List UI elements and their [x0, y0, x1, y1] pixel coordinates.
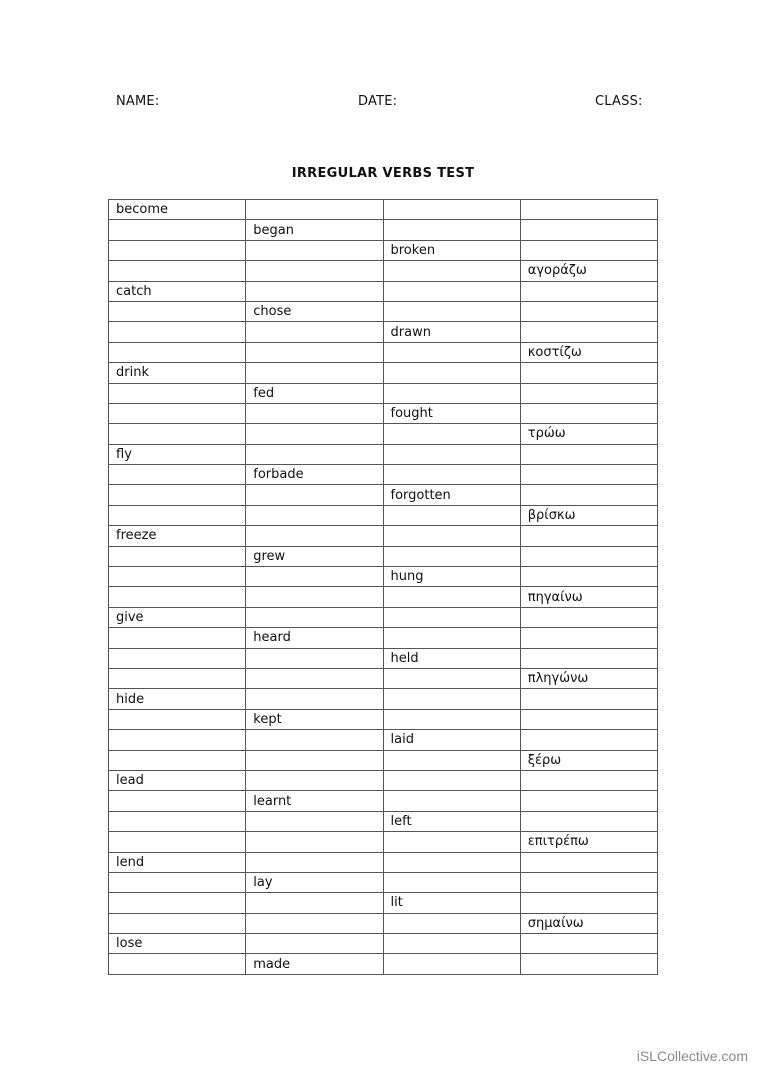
table-cell: [383, 301, 520, 321]
table-row: [109, 628, 658, 648]
table-cell: [109, 505, 246, 525]
table-cell: learnt: [246, 791, 383, 811]
table-cell: [246, 505, 383, 525]
table-cell: [109, 301, 246, 321]
table-cell: [246, 424, 383, 444]
table-cell: [383, 281, 520, 301]
table-row: [109, 383, 658, 403]
table-cell: [520, 628, 657, 648]
table-row: [109, 322, 658, 342]
table-row: [109, 770, 658, 790]
table-row: [109, 465, 658, 485]
table-cell: [109, 893, 246, 913]
table-cell: [246, 342, 383, 362]
table-cell: [520, 567, 657, 587]
table-cell: [520, 281, 657, 301]
table-cell: left: [383, 811, 520, 831]
table-cell: grew: [246, 546, 383, 566]
table-cell: [383, 200, 520, 220]
table-cell: [520, 200, 657, 220]
table-cell: [520, 811, 657, 831]
table-row: [109, 485, 658, 505]
table-cell: [109, 872, 246, 892]
table-cell: [246, 607, 383, 627]
table-cell: [109, 546, 246, 566]
table-cell: πηγαίνω: [520, 587, 657, 607]
table-cell: [109, 750, 246, 770]
date-label: DATE:: [358, 94, 398, 109]
table-cell: [520, 322, 657, 342]
table-row: [109, 363, 658, 383]
table-cell: [109, 811, 246, 831]
table-cell: [246, 852, 383, 872]
table-cell: [246, 567, 383, 587]
table-cell: [383, 342, 520, 362]
table-cell: hide: [109, 689, 246, 709]
table-row: [109, 200, 658, 220]
table-cell: [109, 322, 246, 342]
table-cell: [383, 444, 520, 464]
table-cell: [383, 913, 520, 933]
table-row: [109, 526, 658, 546]
table-row: [109, 567, 658, 587]
table-cell: lose: [109, 934, 246, 954]
table-cell: [520, 301, 657, 321]
table-cell: [109, 342, 246, 362]
table-cell: [246, 240, 383, 260]
table-cell: [246, 485, 383, 505]
table-cell: lead: [109, 770, 246, 790]
table-cell: [520, 363, 657, 383]
table-cell: [383, 220, 520, 240]
table-row: [109, 424, 658, 444]
table-cell: [383, 505, 520, 525]
table-cell: [520, 485, 657, 505]
table-cell: chose: [246, 301, 383, 321]
table-row: [109, 342, 658, 362]
table-cell: [520, 220, 657, 240]
table-cell: [383, 770, 520, 790]
table-row: [109, 954, 658, 974]
table-cell: [246, 689, 383, 709]
table-cell: [383, 628, 520, 648]
table-row: [109, 648, 658, 668]
table-cell: [520, 934, 657, 954]
table-cell: [520, 770, 657, 790]
table-row: [109, 403, 658, 423]
table-row: [109, 668, 658, 688]
table-cell: forgotten: [383, 485, 520, 505]
table-cell: [246, 261, 383, 281]
table-row: [109, 872, 658, 892]
table-row: [109, 750, 658, 770]
table-cell: [520, 791, 657, 811]
table-row: [109, 261, 658, 281]
table-cell: ξέρω: [520, 750, 657, 770]
table-cell: [383, 526, 520, 546]
table-cell: [520, 689, 657, 709]
table-row: [109, 546, 658, 566]
table-cell: lend: [109, 852, 246, 872]
table-cell: broken: [383, 240, 520, 260]
table-cell: [520, 852, 657, 872]
table-cell: [109, 954, 246, 974]
table-cell: [109, 465, 246, 485]
table-cell: kept: [246, 709, 383, 729]
table-cell: [246, 648, 383, 668]
table-cell: [383, 832, 520, 852]
table-row: [109, 913, 658, 933]
table-cell: [383, 587, 520, 607]
table-cell: [520, 893, 657, 913]
table-cell: give: [109, 607, 246, 627]
table-row: [109, 689, 658, 709]
table-row: [109, 281, 658, 301]
table-cell: held: [383, 648, 520, 668]
table-cell: [246, 281, 383, 301]
table-cell: [246, 668, 383, 688]
table-cell: [520, 403, 657, 423]
table-cell: [383, 261, 520, 281]
table-row: [109, 893, 658, 913]
table-cell: fought: [383, 403, 520, 423]
table-cell: [109, 424, 246, 444]
table-cell: began: [246, 220, 383, 240]
table-cell: forbade: [246, 465, 383, 485]
table-cell: drawn: [383, 322, 520, 342]
table-cell: [520, 607, 657, 627]
table-cell: [520, 444, 657, 464]
table-cell: [246, 322, 383, 342]
table-cell: [520, 709, 657, 729]
table-cell: [246, 403, 383, 423]
table-cell: [109, 587, 246, 607]
table-cell: [520, 383, 657, 403]
table-cell: [383, 607, 520, 627]
table-cell: [246, 730, 383, 750]
table-cell: [246, 811, 383, 831]
table-cell: [246, 526, 383, 546]
table-cell: [109, 628, 246, 648]
table-row: [109, 587, 658, 607]
table-row: [109, 301, 658, 321]
table-cell: [383, 383, 520, 403]
table-cell: [246, 363, 383, 383]
table-cell: [520, 240, 657, 260]
table-cell: [109, 668, 246, 688]
table-cell: [246, 832, 383, 852]
table-cell: [383, 465, 520, 485]
table-cell: [383, 424, 520, 444]
table-row: [109, 220, 658, 240]
table-row: [109, 852, 658, 872]
table-cell: τρώω: [520, 424, 657, 444]
table-row: [109, 791, 658, 811]
table-cell: [109, 403, 246, 423]
table-cell: [109, 791, 246, 811]
table-cell: lit: [383, 893, 520, 913]
table-cell: become: [109, 200, 246, 220]
table-cell: [246, 750, 383, 770]
table-cell: [109, 485, 246, 505]
table-cell: made: [246, 954, 383, 974]
table-cell: catch: [109, 281, 246, 301]
table-cell: αγοράζω: [520, 261, 657, 281]
table-cell: [383, 689, 520, 709]
table-cell: [520, 954, 657, 974]
table-cell: [246, 893, 383, 913]
table-row: [109, 934, 658, 954]
table-cell: [383, 750, 520, 770]
table-cell: [246, 770, 383, 790]
table-cell: [109, 261, 246, 281]
table-row: [109, 505, 658, 525]
table-cell: [520, 526, 657, 546]
table-cell: σημαίνω: [520, 913, 657, 933]
table-cell: [246, 913, 383, 933]
table-cell: heard: [246, 628, 383, 648]
table-cell: [109, 383, 246, 403]
table-row: [109, 607, 658, 627]
table-cell: [520, 730, 657, 750]
table-cell: [383, 791, 520, 811]
table-cell: [109, 709, 246, 729]
table-cell: [520, 465, 657, 485]
table-cell: [109, 730, 246, 750]
table-cell: [109, 913, 246, 933]
table-cell: [383, 954, 520, 974]
table-cell: freeze: [109, 526, 246, 546]
table-cell: [520, 546, 657, 566]
table-cell: lay: [246, 872, 383, 892]
table-cell: [246, 934, 383, 954]
verbs-table: [108, 199, 658, 975]
class-label: CLASS:: [595, 94, 643, 109]
table-cell: [383, 546, 520, 566]
table-cell: [246, 200, 383, 220]
page-title: IRREGULAR VERBS TEST: [291, 166, 475, 181]
table-row: [109, 811, 658, 831]
table-cell: βρίσκω: [520, 505, 657, 525]
table-cell: hung: [383, 567, 520, 587]
table-cell: [109, 832, 246, 852]
table-cell: πληγώνω: [520, 668, 657, 688]
table-cell: [246, 444, 383, 464]
table-cell: [520, 872, 657, 892]
table-cell: fed: [246, 383, 383, 403]
name-label: NAME:: [116, 94, 160, 109]
table-cell: [109, 648, 246, 668]
table-row: [109, 240, 658, 260]
table-cell: [109, 220, 246, 240]
table-cell: [109, 567, 246, 587]
table-row: [109, 730, 658, 750]
table-row: [109, 832, 658, 852]
table-cell: [383, 363, 520, 383]
table-cell: κοστίζω: [520, 342, 657, 362]
table-row: [109, 444, 658, 464]
table-cell: [520, 648, 657, 668]
table-cell: [383, 934, 520, 954]
watermark: iSLCollective.com: [636, 1048, 748, 1064]
table-cell: [383, 709, 520, 729]
table-cell: drink: [109, 363, 246, 383]
table-cell: [383, 668, 520, 688]
table-cell: επιτρέπω: [520, 832, 657, 852]
table-cell: fly: [109, 444, 246, 464]
table-cell: [383, 872, 520, 892]
table-row: [109, 709, 658, 729]
table-cell: [383, 852, 520, 872]
table-cell: [109, 240, 246, 260]
table-cell: [246, 587, 383, 607]
table-cell: laid: [383, 730, 520, 750]
